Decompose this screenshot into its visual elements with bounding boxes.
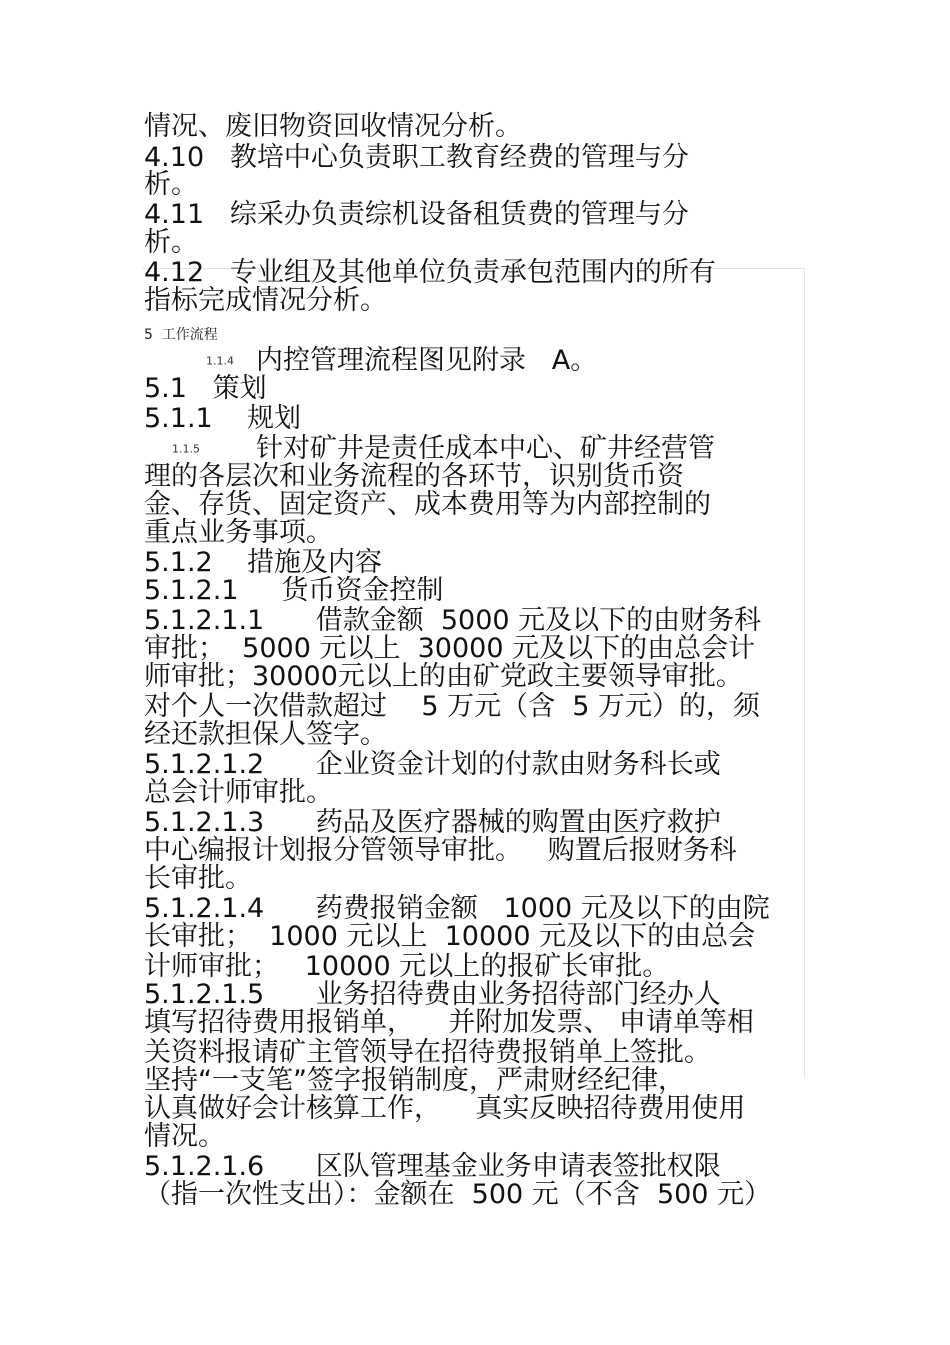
section-5-1-1: 5.1.1 规划	[144, 403, 302, 434]
section-5-1-2-1-3: 5.1.2.1.3 药品及医疗器械的购置由医疗救护	[144, 807, 721, 838]
section-5-1-2-1-4: 5.1.2.1.4 药费报销金额 1000 元及以下的由院	[144, 893, 770, 924]
item-text: 内控管理流程图见附录 A。	[256, 345, 598, 376]
text-line: 认真做好会计核算工作， 真实反映招待费用使用	[144, 1093, 746, 1124]
item-1-1-4	[144, 346, 597, 377]
section-5-1-2: 5.1.2 措施及内容	[144, 547, 383, 578]
text-line: 理的各层次和业务流程的各环节，识别货币资	[144, 461, 684, 492]
text-line: 长审批； 1000 元以上 10000 元及以下的由总会	[144, 921, 756, 952]
text-line: 师审批；30000元以上的由矿党政主要领导审批。	[144, 661, 743, 692]
text-line: 审批； 5000 元以上 30000 元及以下的由总会计	[144, 633, 756, 664]
text-line: 经还款担保人签字。	[144, 719, 387, 750]
text-line: 关资料报请矿主管领导在招待费报销单上签批。	[144, 1037, 711, 1068]
section-4-10: 4.10 教培中心负责职工教育经费的管理与分	[144, 142, 689, 173]
text-line: 坚持“一支笔”签字报销制度，严肃财经纪律，	[144, 1065, 685, 1096]
section-5-1-2-1-1: 5.1.2.1.1 借款金额 5000 元及以下的由财务科	[144, 605, 762, 636]
text-line: （指一次性支出）：金额在 500 元（不含 500 元）	[144, 1179, 772, 1210]
text-line: 指标完成情况分析。	[144, 285, 387, 316]
item-number: 1.1.4	[206, 354, 234, 368]
text-line: 重点业务事项。	[144, 517, 333, 548]
section-4-11: 4.11 综采办负责综机设备租赁费的管理与分	[144, 199, 689, 230]
section-4-12: 4.12 专业组及其他单位负责承包范围内的所有	[144, 257, 716, 288]
text-line: 析。	[144, 169, 198, 200]
section-5-1-2-1: 5.1.2.1 货币资金控制	[144, 575, 444, 606]
text-line: 对个人一次借款超过 5 万元（含 5 万元）的，须	[144, 691, 761, 722]
section-5-1: 5.1 策划	[144, 373, 267, 404]
text-line: 情况。	[144, 1121, 225, 1152]
item-1-1-5	[144, 434, 715, 465]
section-5-1-2-1-5: 5.1.2.1.5 业务招待费由业务招待部门经办人	[144, 979, 721, 1010]
text-line: 长审批。	[144, 863, 252, 894]
text-line: 计师审批； 10000 元以上的报矿长审批。	[144, 951, 670, 982]
text-line: 情况、废旧物资回收情况分析。	[144, 111, 522, 142]
text-line: 中心编报计划报分管领导审批。 购置后报财务科	[144, 835, 737, 866]
text-line: 总会计师审批。	[144, 777, 333, 808]
section-5-1-2-1-2: 5.1.2.1.2 企业资金计划的付款由财务科长或	[144, 749, 721, 780]
text-line: 金、存货、固定资产、成本费用等为内部控制的	[144, 489, 711, 520]
text-line: 填写招待费用报销单， 并附加发票、 申请单等相	[144, 1007, 754, 1038]
section-5-heading: 5 工作流程	[144, 327, 218, 343]
item-text: 针对矿井是责任成本中心、矿井经营管	[256, 433, 715, 464]
text-line: 析。	[144, 227, 198, 258]
item-number: 1.1.5	[172, 442, 200, 456]
section-5-1-2-1-6: 5.1.2.1.6 区队管理基金业务申请表签批权限	[144, 1151, 721, 1182]
